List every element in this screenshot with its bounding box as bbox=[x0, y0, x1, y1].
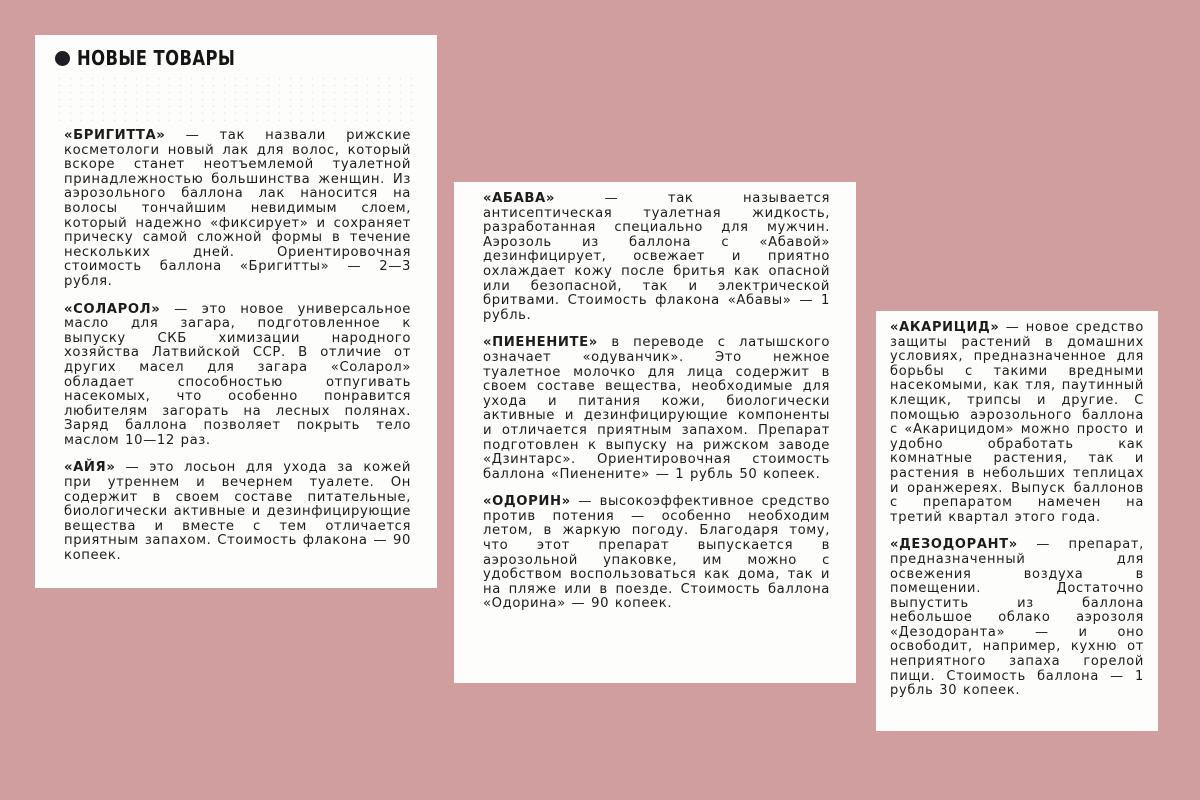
product-name: «АКАРИЦИД» bbox=[890, 320, 1000, 335]
article-dezodorant bbox=[890, 538, 1144, 699]
article-akaricid bbox=[890, 321, 1144, 525]
product-name: «ПИЕНЕНИТЕ» bbox=[483, 335, 598, 351]
clipping-column-3 bbox=[876, 311, 1158, 731]
product-description: — это новое универсальное масло для загара, подготовленное к выпуску СКБ химизации народного хозяйства Латвийской ССР. В отличие от других масел для загара «Соларол» обладает способностью отпугивать насекомых, что особенно понравится любителям загорать на лесных полянах. Заряд баллона позволяет покрыть тело маслом 10—12 раз. bbox=[64, 301, 411, 448]
article-brigitta bbox=[64, 129, 411, 290]
article-pienenite bbox=[483, 336, 830, 482]
clipping-column-1 bbox=[35, 35, 437, 588]
product-name: «БРИГИТТА» bbox=[64, 128, 166, 143]
product-name: «СОЛАРОЛ» bbox=[64, 301, 161, 317]
product-name: «АБАВА» bbox=[483, 191, 555, 206]
clipping-column-2 bbox=[454, 182, 856, 683]
product-description: — препарат, предназначенный для освежения воздуха в помещении. Достаточно выпустить из баллона небольшое облако аэрозоля «Дезодоранта» — и оно освободит, например, кухню от неприятного запаха горелой пищи. Стоимость баллона — 1 рубль 30 копеек. bbox=[890, 537, 1144, 699]
product-name: «ОДОРИН» bbox=[483, 494, 571, 510]
section-title: НОВЫЕ ТОВАРЫ bbox=[77, 46, 236, 70]
product-name: «ДЕЗОДОРАНТ» bbox=[890, 537, 1018, 553]
product-description: в переводе с латышского означает «одуванчик». Это нежное туалетное молочко для лица содержит в своем составе вещества, необходимые для ухода и питания кожи, биологически активные и дезинфицирующие компоненты и отличается приятным запахом. Препарат подготовлен к выпуску на рижском заводе «Дзинтарс». Ориентировочная стоимость баллона «Пиенените» — 1 рубль 50 копеек. bbox=[483, 335, 830, 482]
article-odorin bbox=[483, 495, 830, 612]
article-aiya bbox=[64, 461, 411, 563]
article-abava bbox=[483, 192, 830, 323]
product-description: — это лосьон для ухода за кожей при утреннем и вечернем туалете. Он содержит в своем составе питательные, биологически активные и дезинфицирующие вещества и вместе с тем отличается приятным запахом. Стоимость флакона — 90 копеек. bbox=[64, 460, 411, 564]
product-description: — так называется антисептическая туалетная жидкость, разработанная специально для мужчин. Аэрозоль из баллона с «Абавой» дезинфицирует, освежает и приятно охлаждает кожу после бритья как опасной или безопасной, так и электрической бритвами. Стоимость флакона «Абавы» — 1 рубль. bbox=[483, 191, 830, 323]
product-description: — так назвали рижские косметологи новый лак для волос, который вскоре станет неотъемлемой туалетной принадлежностью большинства женщин. Из аэрозольного баллона лак наносится на волосы тончайшим невидимым слоем, который надежно «фиксирует» и сохраняет прическу самой сложной формы в течение нескольких дней. Ориентировочная стоимость баллона «Бригитты» — 2—3 рубля. bbox=[64, 128, 411, 289]
section-heading bbox=[55, 45, 411, 71]
product-description: — новое средство защиты растений в домашних условиях, предназначенное для борьбы с такими вредными насекомыми, как тля, паутинный клещик, трипсы и другие. С помощью аэрозольного баллона с «Акарицидом» можно просто и удобно обработать как комнатные растения, так и растения в небольших теплицах и оранжереях. Выпуск баллонов с препаратом намечен на третий квартал этого года. bbox=[890, 320, 1144, 525]
bullet-dot-icon bbox=[55, 51, 70, 66]
product-description: — высокоэффективное средство против потения — особенно необходим летом, в жаркую погоду. Благодаря тому, что этот препарат выпускается в аэрозольной упаковке, им можно с удобством воспользоваться как дома, так и на пляже или в поезде. Стоимость баллона «Одорина» — 90 копеек. bbox=[483, 494, 830, 612]
article-solarol bbox=[64, 303, 411, 449]
product-name: «АЙЯ» bbox=[64, 460, 116, 476]
scan-noise bbox=[54, 75, 415, 123]
